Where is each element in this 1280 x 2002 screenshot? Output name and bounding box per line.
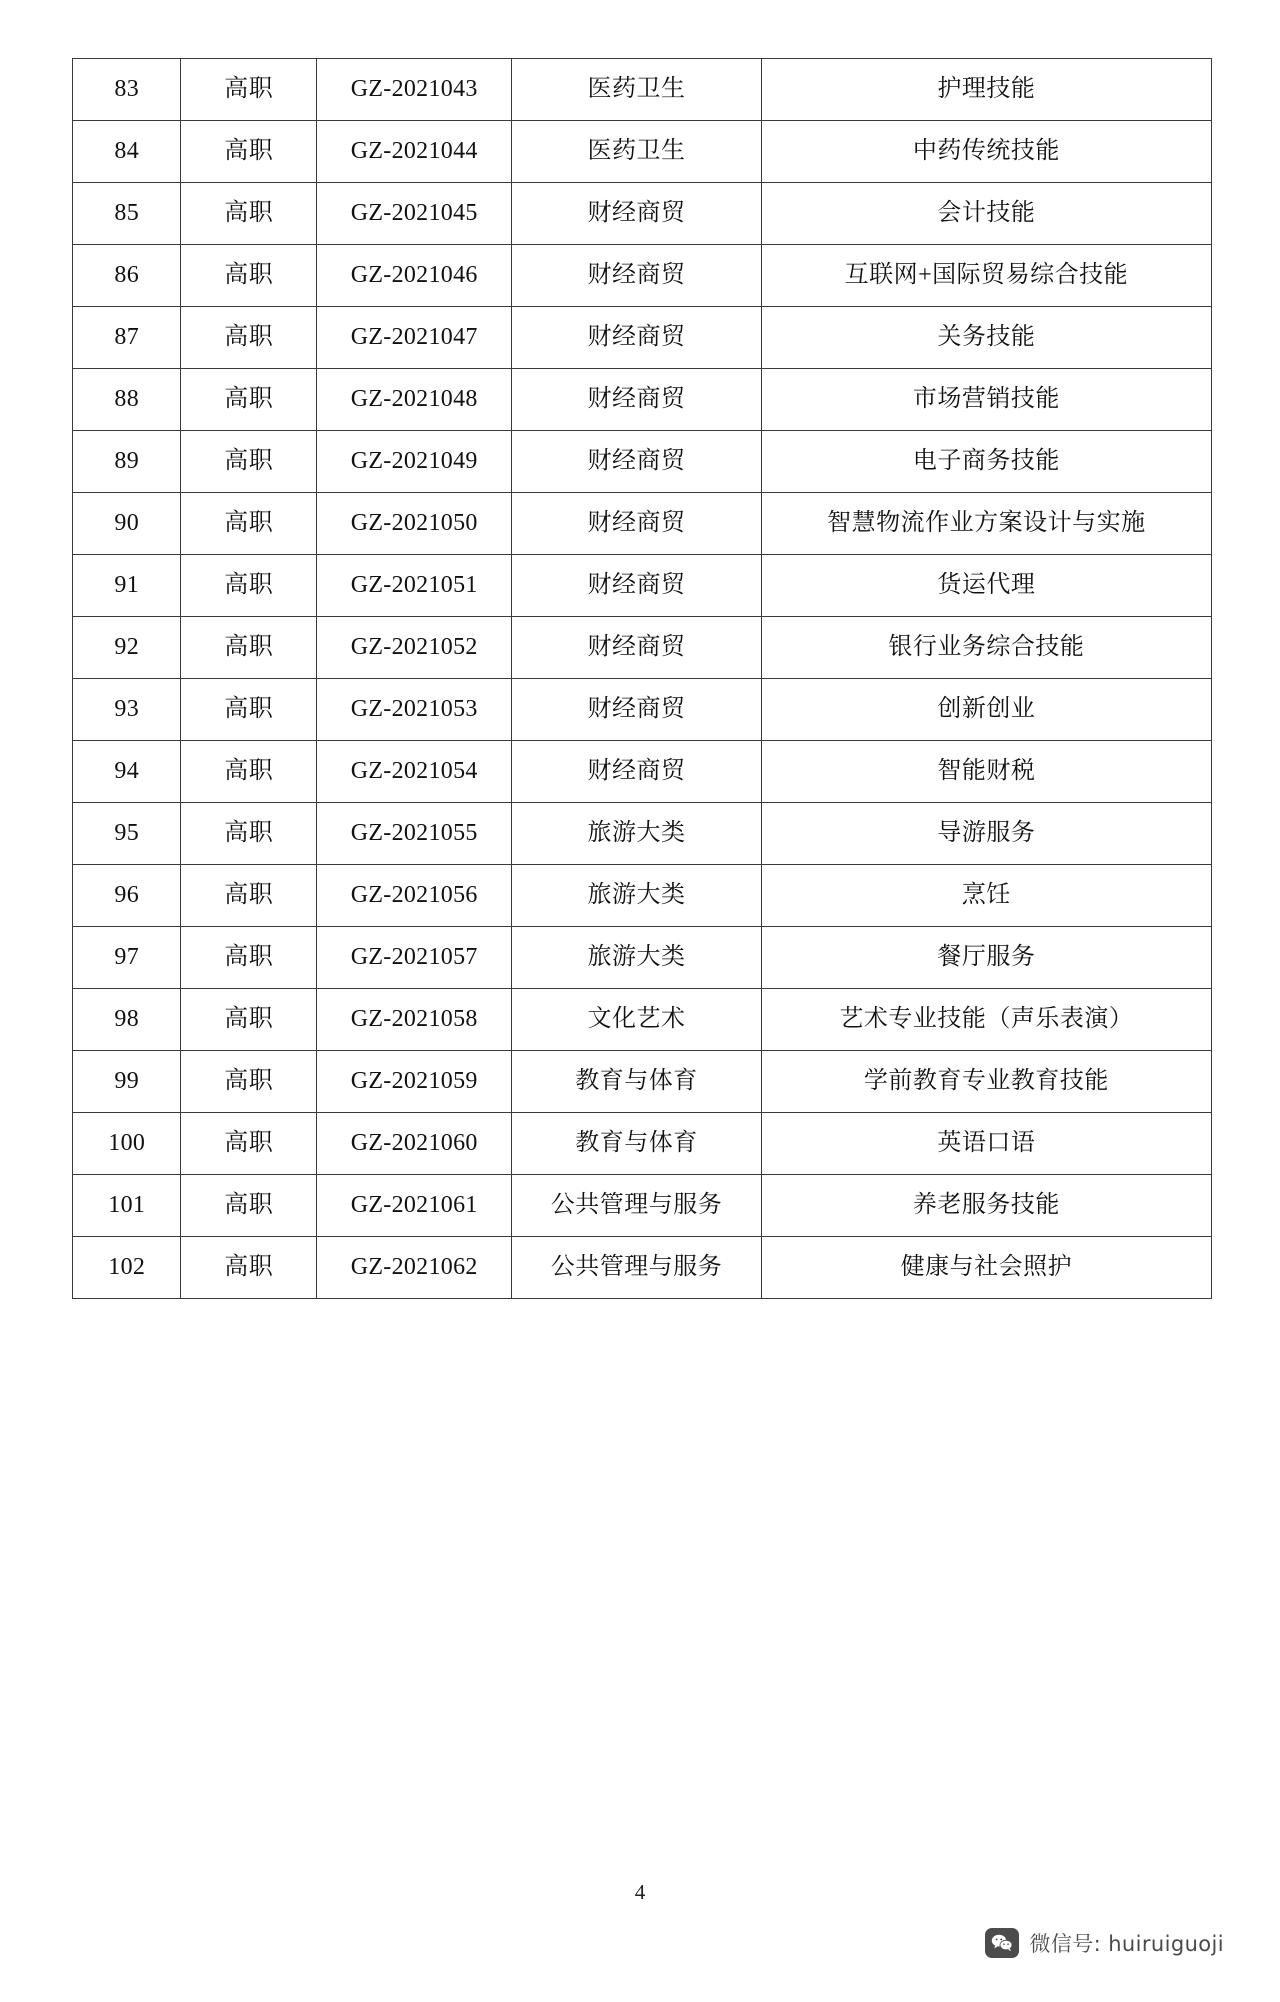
cell-level: 高职: [181, 803, 317, 865]
cell-no: 85: [73, 183, 181, 245]
table-row: [73, 369, 1212, 431]
cell-event-name: 中药传统技能: [761, 121, 1211, 183]
cell-event-name: 互联网+国际贸易综合技能: [761, 245, 1211, 307]
table-row: [73, 741, 1212, 803]
table-row: [73, 555, 1212, 617]
cell-no: 92: [73, 617, 181, 679]
cell-code: GZ-2021043: [317, 59, 512, 121]
table-row: [73, 1237, 1212, 1299]
cell-category: 教育与体育: [512, 1051, 761, 1113]
cell-event-name: 餐厅服务: [761, 927, 1211, 989]
wechat-icon: [985, 1928, 1019, 1958]
page-number: 4: [634, 1880, 646, 1904]
table-row: [73, 617, 1212, 679]
cell-event-name: 健康与社会照护: [761, 1237, 1211, 1299]
cell-category: 公共管理与服务: [512, 1175, 761, 1237]
cell-code: GZ-2021051: [317, 555, 512, 617]
cell-code: GZ-2021044: [317, 121, 512, 183]
table-row: [73, 1051, 1212, 1113]
cell-level: 高职: [181, 865, 317, 927]
cell-category: 公共管理与服务: [512, 1237, 761, 1299]
cell-event-name: 护理技能: [761, 59, 1211, 121]
table-row: [73, 493, 1212, 555]
cell-no: 94: [73, 741, 181, 803]
cell-event-name: 会计技能: [761, 183, 1211, 245]
cell-level: 高职: [181, 741, 317, 803]
table-row: [73, 679, 1212, 741]
cell-no: 89: [73, 431, 181, 493]
cell-event-name: 艺术专业技能（声乐表演）: [761, 989, 1211, 1051]
cell-level: 高职: [181, 59, 317, 121]
cell-code: GZ-2021045: [317, 183, 512, 245]
cell-category: 财经商贸: [512, 183, 761, 245]
table-row: [73, 1113, 1212, 1175]
cell-level: 高职: [181, 617, 317, 679]
cell-category: 旅游大类: [512, 927, 761, 989]
table-body: [73, 59, 1212, 1299]
cell-event-name: 智慧物流作业方案设计与实施: [761, 493, 1211, 555]
cell-level: 高职: [181, 679, 317, 741]
cell-event-name: 电子商务技能: [761, 431, 1211, 493]
cell-level: 高职: [181, 555, 317, 617]
cell-category: 医药卫生: [512, 121, 761, 183]
cell-event-name: 导游服务: [761, 803, 1211, 865]
cell-category: 教育与体育: [512, 1113, 761, 1175]
cell-category: 财经商贸: [512, 307, 761, 369]
cell-no: 84: [73, 121, 181, 183]
cell-level: 高职: [181, 1051, 317, 1113]
table-row: [73, 1175, 1212, 1237]
cell-no: 88: [73, 369, 181, 431]
cell-no: 90: [73, 493, 181, 555]
cell-event-name: 市场营销技能: [761, 369, 1211, 431]
footer-watermark: [985, 1928, 1224, 1958]
cell-event-name: 英语口语: [761, 1113, 1211, 1175]
cell-event-name: 银行业务综合技能: [761, 617, 1211, 679]
table-row: [73, 59, 1212, 121]
table-row: [73, 245, 1212, 307]
cell-category: 文化艺术: [512, 989, 761, 1051]
cell-no: 95: [73, 803, 181, 865]
watermark-text: 微信号: huiruiguoji: [1029, 1932, 1224, 1956]
competition-events-table: [72, 58, 1212, 1299]
cell-level: 高职: [181, 307, 317, 369]
cell-code: GZ-2021046: [317, 245, 512, 307]
cell-code: GZ-2021050: [317, 493, 512, 555]
cell-level: 高职: [181, 989, 317, 1051]
cell-no: 101: [73, 1175, 181, 1237]
cell-category: 财经商贸: [512, 741, 761, 803]
cell-level: 高职: [181, 927, 317, 989]
cell-code: GZ-2021048: [317, 369, 512, 431]
cell-no: 96: [73, 865, 181, 927]
cell-no: 87: [73, 307, 181, 369]
cell-code: GZ-2021053: [317, 679, 512, 741]
cell-code: GZ-2021062: [317, 1237, 512, 1299]
cell-level: 高职: [181, 1237, 317, 1299]
cell-level: 高职: [181, 493, 317, 555]
cell-category: 财经商贸: [512, 617, 761, 679]
table-row: [73, 865, 1212, 927]
cell-code: GZ-2021059: [317, 1051, 512, 1113]
cell-no: 93: [73, 679, 181, 741]
cell-category: 财经商贸: [512, 245, 761, 307]
cell-code: GZ-2021057: [317, 927, 512, 989]
cell-code: GZ-2021054: [317, 741, 512, 803]
cell-level: 高职: [181, 183, 317, 245]
cell-level: 高职: [181, 245, 317, 307]
cell-category: 旅游大类: [512, 865, 761, 927]
cell-category: 财经商贸: [512, 369, 761, 431]
cell-level: 高职: [181, 1113, 317, 1175]
cell-code: GZ-2021049: [317, 431, 512, 493]
cell-code: GZ-2021060: [317, 1113, 512, 1175]
cell-no: 91: [73, 555, 181, 617]
cell-event-name: 学前教育专业教育技能: [761, 1051, 1211, 1113]
cell-event-name: 货运代理: [761, 555, 1211, 617]
cell-event-name: 烹饪: [761, 865, 1211, 927]
cell-category: 财经商贸: [512, 555, 761, 617]
table-row: [73, 121, 1212, 183]
cell-no: 99: [73, 1051, 181, 1113]
table-row: [73, 803, 1212, 865]
cell-category: 旅游大类: [512, 803, 761, 865]
cell-code: GZ-2021052: [317, 617, 512, 679]
cell-event-name: 养老服务技能: [761, 1175, 1211, 1237]
cell-no: 97: [73, 927, 181, 989]
cell-category: 财经商贸: [512, 431, 761, 493]
cell-category: 医药卫生: [512, 59, 761, 121]
cell-event-name: 智能财税: [761, 741, 1211, 803]
cell-level: 高职: [181, 431, 317, 493]
cell-level: 高职: [181, 369, 317, 431]
table-row: [73, 431, 1212, 493]
table-row: [73, 989, 1212, 1051]
cell-code: GZ-2021055: [317, 803, 512, 865]
cell-code: GZ-2021056: [317, 865, 512, 927]
cell-level: 高职: [181, 1175, 317, 1237]
cell-event-name: 创新创业: [761, 679, 1211, 741]
cell-no: 83: [73, 59, 181, 121]
table-row: [73, 307, 1212, 369]
cell-no: 102: [73, 1237, 181, 1299]
cell-no: 100: [73, 1113, 181, 1175]
cell-level: 高职: [181, 121, 317, 183]
cell-category: 财经商贸: [512, 493, 761, 555]
table-row: [73, 183, 1212, 245]
cell-code: GZ-2021058: [317, 989, 512, 1051]
cell-category: 财经商贸: [512, 679, 761, 741]
table-row: [73, 927, 1212, 989]
cell-code: GZ-2021061: [317, 1175, 512, 1237]
cell-no: 86: [73, 245, 181, 307]
cell-code: GZ-2021047: [317, 307, 512, 369]
cell-event-name: 关务技能: [761, 307, 1211, 369]
cell-no: 98: [73, 989, 181, 1051]
